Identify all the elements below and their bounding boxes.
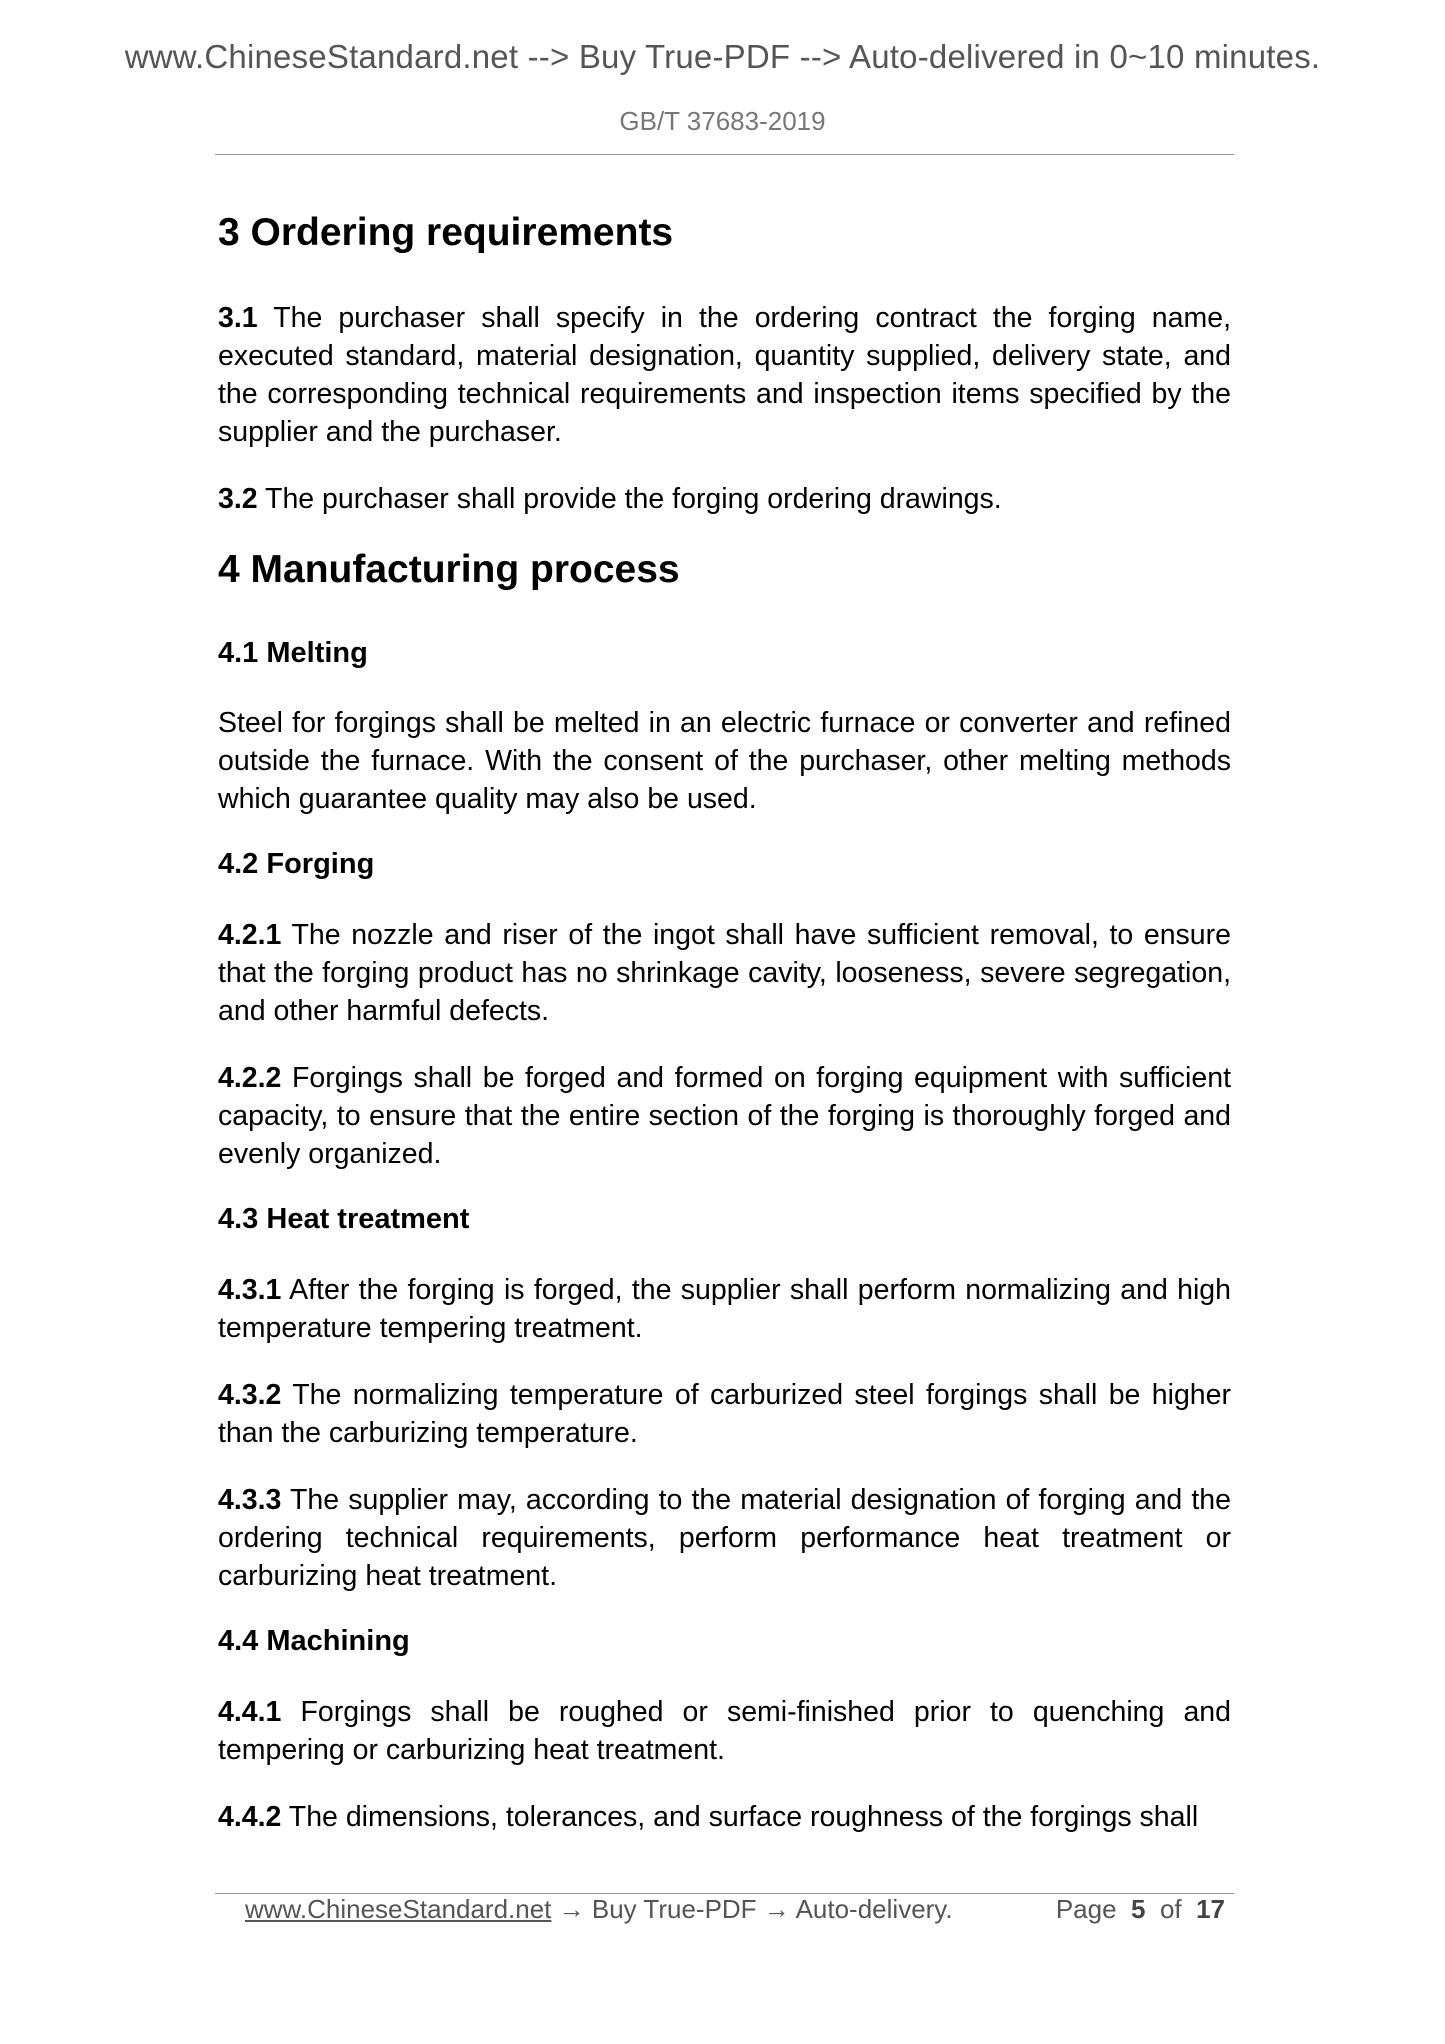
page-label: Page	[1055, 1894, 1117, 1924]
clause-4-4-1	[218, 1693, 1231, 1769]
clause-4-2-2	[218, 1059, 1231, 1173]
section-4-heading: 4 Manufacturing process	[218, 547, 680, 591]
section-3-heading: 3 Ordering requirements	[218, 211, 674, 254]
clause-text: The purchaser shall specify in the ordering contract the forging name, executed standard, material designation, quantity supplied, delivery state, and the corresponding technical requirements and inspection items specified by the supplier and the purchaser.	[218, 301, 1231, 448]
clause-3-1	[218, 299, 1231, 451]
clause-4-2-1	[218, 916, 1231, 1030]
clause-4-3-2	[218, 1376, 1231, 1452]
clause-number: 4.4.1	[218, 1695, 282, 1728]
clause-text: The nozzle and riser of the ingot shall have sufficient removal, to ensure that the forging product has no shrinkage cavity, looseness, severe segregation, and other harmful defects.	[218, 919, 1231, 1028]
document-code: GB/T 37683-2019	[619, 106, 826, 136]
top-banner[interactable]: www.ChineseStandard.net --> Buy True-PDF --> Auto-delivered in 0~10 minutes.	[124, 38, 1321, 75]
page-indicator	[1056, 1894, 1225, 1925]
clause-text: The dimensions, tolerances, and surface roughness of the forgings shall	[288, 1800, 1199, 1833]
page-number: 5	[1131, 1894, 1146, 1924]
clause-number: 4.3.3	[218, 1483, 282, 1516]
clause-text: Forgings shall be forged and formed on forging equipment with sufficient capacity, to ensure that the entire section of the forging is thoroughly forged and evenly organized.	[218, 1062, 1232, 1171]
page-total: 17	[1196, 1894, 1225, 1924]
clause-number: 4.3.2	[218, 1378, 282, 1411]
subsection-4-4-heading: 4.4 Machining	[218, 1624, 410, 1657]
header-divider	[215, 154, 1234, 155]
clause-4-4-2	[218, 1798, 1231, 1836]
clause-3-2	[218, 480, 1231, 518]
clause-number: 4.3.1	[218, 1273, 282, 1306]
clause-number: 4.2.2	[218, 1062, 282, 1095]
footer-promo	[245, 1894, 953, 1925]
page-content	[218, 210, 1231, 1865]
subsection-4-1-heading: 4.1 Melting	[218, 636, 368, 669]
clause-text: The purchaser shall provide the forging ordering drawings.	[265, 482, 1002, 515]
clause-text: The normalizing temperature of carburized steel forgings shall be higher than the carburizing temperature.	[218, 1378, 1231, 1449]
subsection-4-3-heading: 4.3 Heat treatment	[218, 1203, 470, 1236]
footer-link[interactable]: www.ChineseStandard.net	[245, 1894, 552, 1924]
clause-text: Forgings shall be roughed or semi-finished prior to quenching and tempering or carburizing heat treatment.	[218, 1695, 1231, 1766]
clause-number: 4.2.1	[218, 919, 282, 952]
subsection-4-2-heading: 4.2 Forging	[218, 848, 375, 881]
clause-4-3-3	[218, 1481, 1231, 1595]
clause-text: After the forging is forged, the supplier shall perform normalizing and high temperature tempering treatment.	[218, 1273, 1231, 1344]
clause-number: 4.4.2	[218, 1800, 282, 1833]
clause-number: 3.2	[218, 482, 258, 515]
clause-text: The supplier may, according to the material designation of forging and the ordering technical requirements, perform performance heat treatment or carburizing heat treatment.	[218, 1483, 1231, 1592]
clause-number: 3.1	[218, 301, 258, 334]
clause-4-1-text: Steel for forgings shall be melted in an electric furnace or converter and refined outside the furnace. With the consent of the purchaser, other melting methods which guarantee quality may also be used.	[218, 707, 1231, 816]
of-label: of	[1159, 1894, 1182, 1924]
clause-4-3-1	[218, 1271, 1231, 1347]
footer-promo-text: → Buy True-PDF → Auto-delivery.	[551, 1894, 953, 1924]
